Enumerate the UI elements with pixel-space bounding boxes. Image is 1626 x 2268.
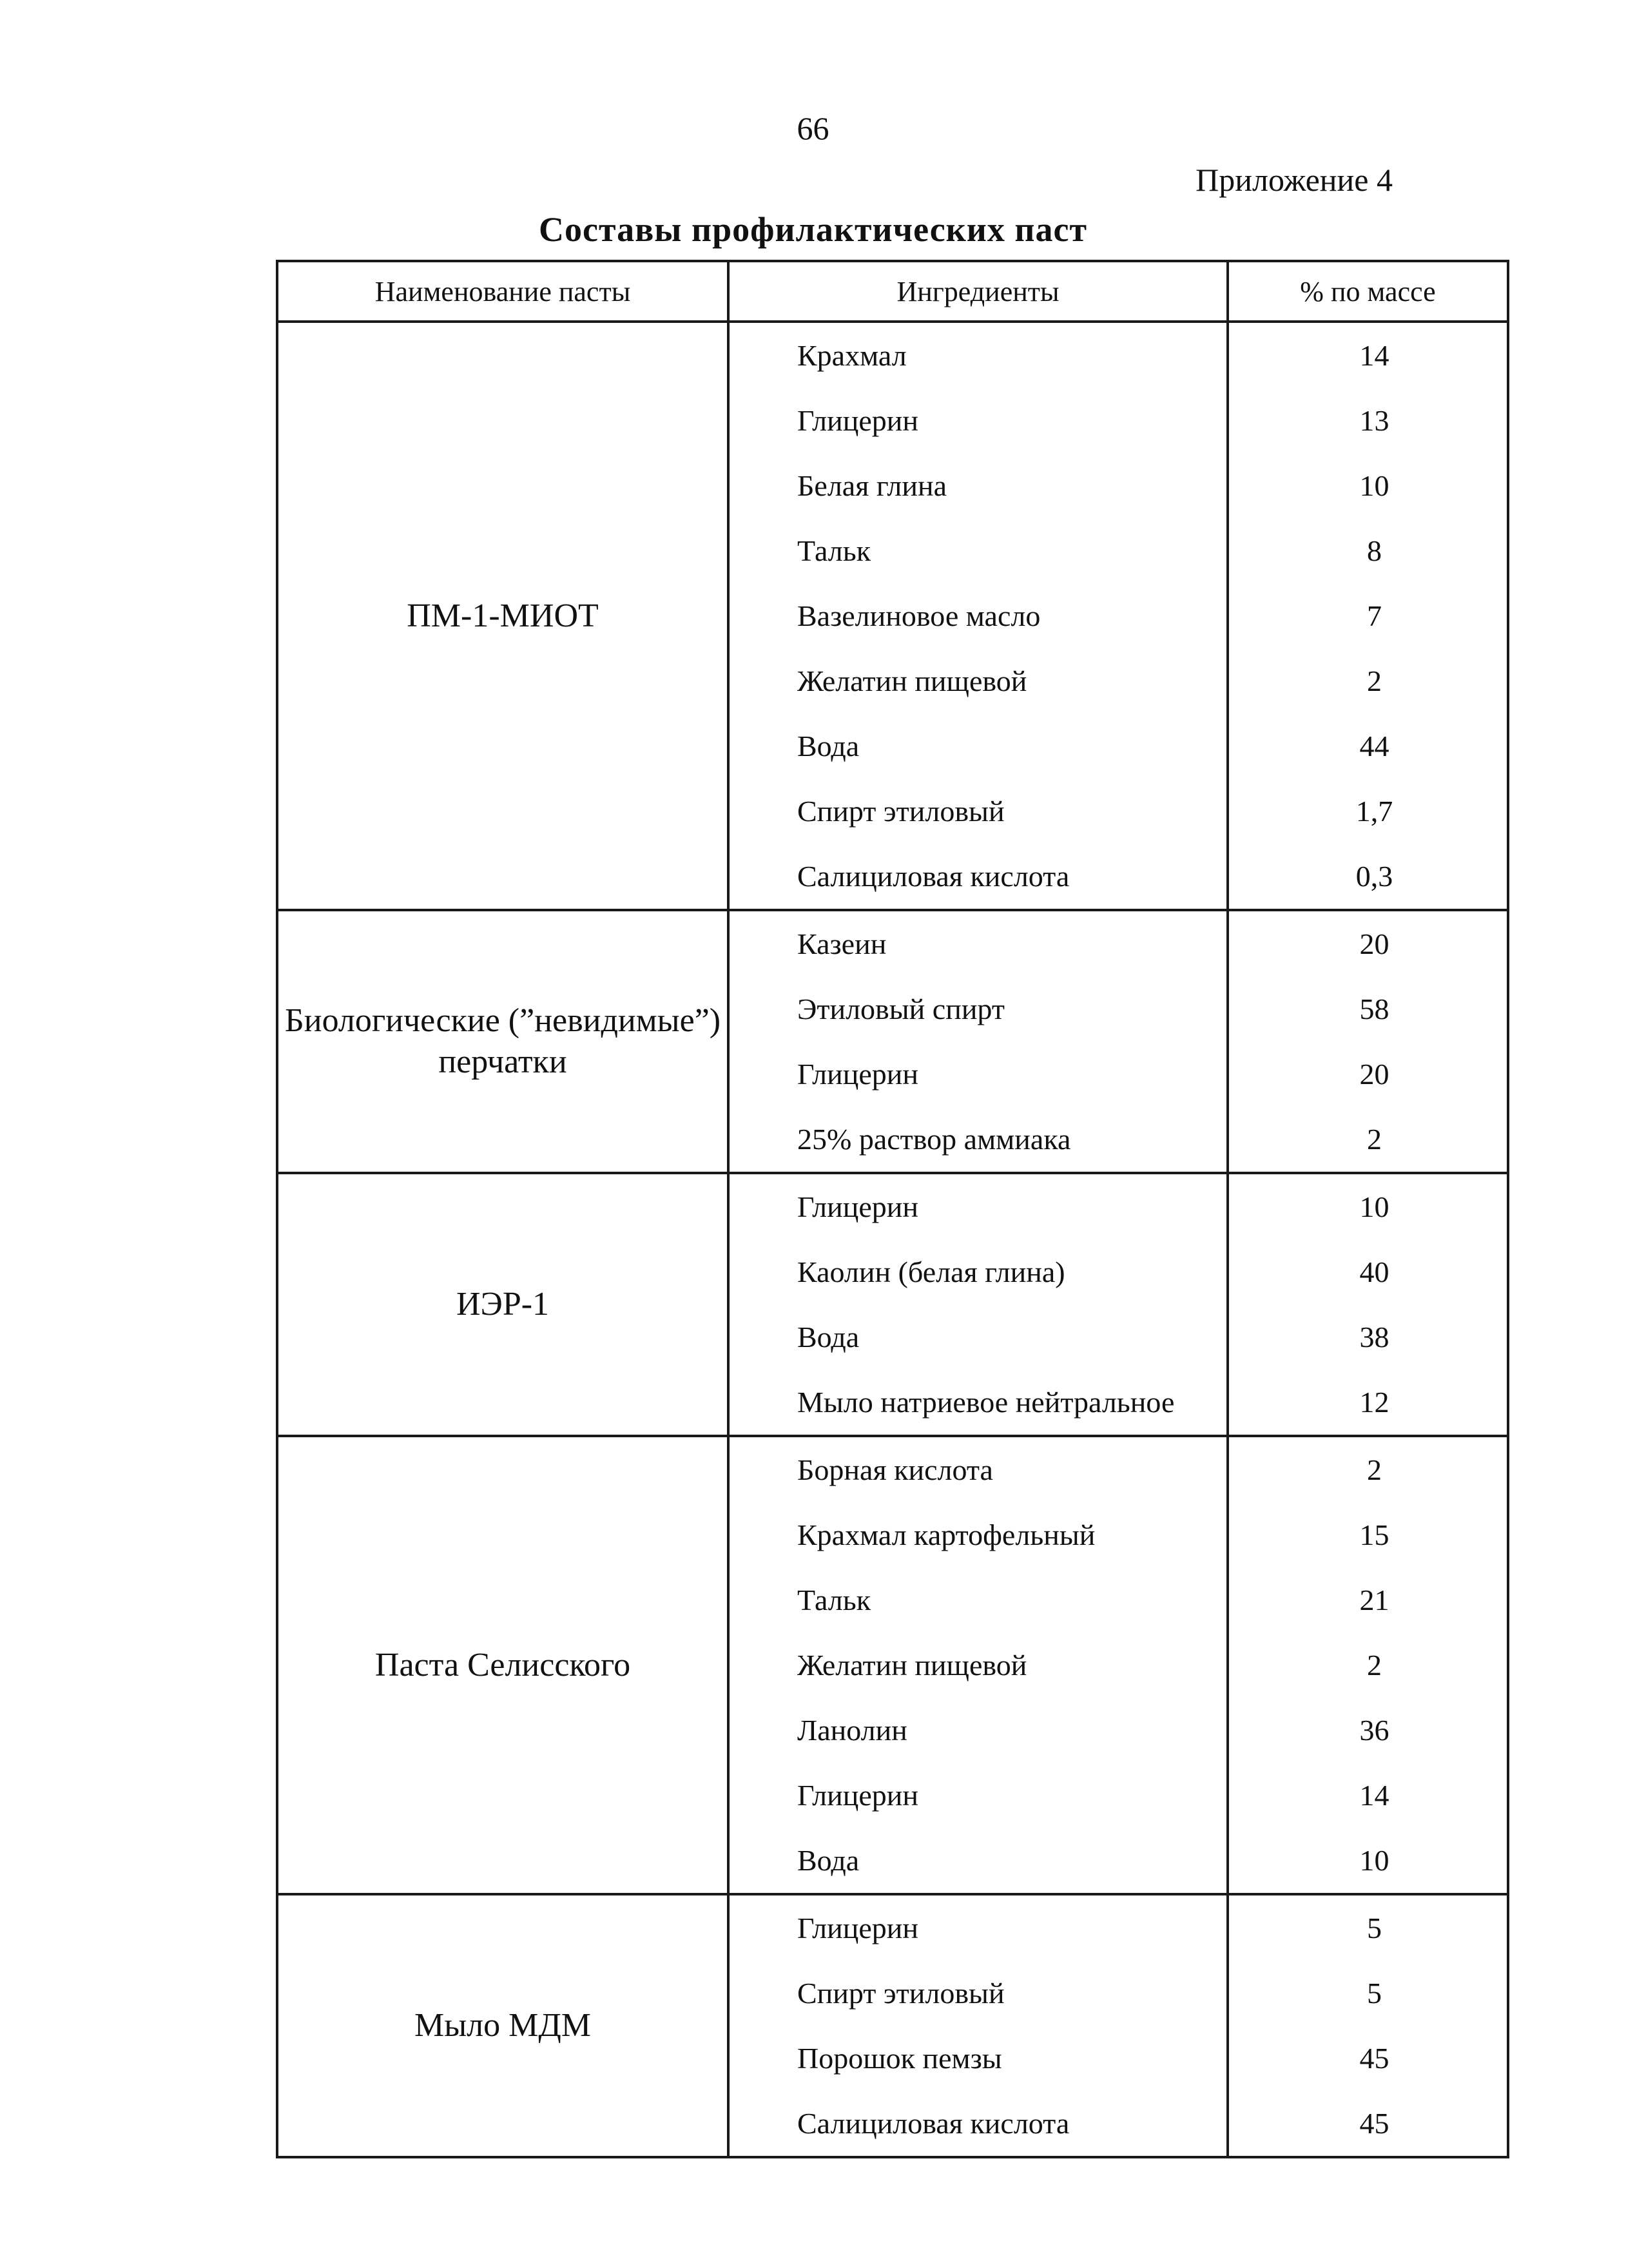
ingredient-percent: 14 xyxy=(1359,1779,1389,1812)
ingredient-name: Глицерин xyxy=(797,404,918,437)
ingredient-name: Спирт этиловый xyxy=(797,795,1005,828)
ingredient-percent: 12 xyxy=(1359,1386,1389,1419)
ingredient-percent: 20 xyxy=(1359,1058,1389,1090)
ingredients-cell xyxy=(728,322,1228,910)
ingredient-percent: 21 xyxy=(1359,1584,1389,1616)
ingredient-percent: 2 xyxy=(1367,1649,1382,1682)
table-header-row xyxy=(277,261,1508,322)
percent-cell xyxy=(1228,322,1508,910)
ingredient-percent: 38 xyxy=(1359,1321,1389,1353)
percent-cell xyxy=(1228,1894,1508,2157)
ingredient-name: Мыло натриевое нейтральное xyxy=(797,1386,1175,1419)
ingredient-name: Тальк xyxy=(797,534,871,567)
ingredient-name: Каолин (белая глина) xyxy=(797,1255,1065,1288)
ingredient-percent: 10 xyxy=(1359,1190,1389,1223)
ingredient-name: Этиловый спирт xyxy=(797,993,1005,1025)
table-row xyxy=(277,1894,1508,2157)
ingredient-percent: 2 xyxy=(1367,664,1382,697)
ingredient-percent: 2 xyxy=(1367,1453,1382,1486)
document-title: Составы профилактических паст xyxy=(538,210,1088,249)
ingredient-percent: 10 xyxy=(1359,469,1389,502)
ingredient-name: Глицерин xyxy=(797,1190,918,1223)
ingredient-percent: 36 xyxy=(1359,1714,1389,1747)
ingredient-name: Белая глина xyxy=(797,469,947,502)
ingredient-percent: 5 xyxy=(1367,1912,1382,1944)
ingredient-percent: 45 xyxy=(1359,2042,1389,2075)
ingredient-name: Тальк xyxy=(797,1584,871,1616)
table-row xyxy=(277,1173,1508,1436)
paste-name: ИЭР-1 xyxy=(277,1173,728,1436)
ingredient-name: 25% раствор аммиака xyxy=(797,1123,1071,1156)
ingredients-cell xyxy=(728,1436,1228,1894)
paste-composition-table xyxy=(276,260,1509,2158)
table-row xyxy=(277,1436,1508,1894)
ingredient-percent: 40 xyxy=(1359,1255,1389,1288)
ingredient-name: Казеин xyxy=(797,927,887,960)
ingredient-name: Крахмал xyxy=(797,339,907,372)
ingredient-percent: 45 xyxy=(1359,2107,1389,2140)
ingredient-name: Салициловая кислота xyxy=(797,860,1070,893)
header-paste-name: Наименование пасты xyxy=(277,261,728,322)
ingredient-percent: 20 xyxy=(1359,927,1389,960)
ingredients-cell xyxy=(728,1173,1228,1436)
ingredient-name: Ланолин xyxy=(797,1714,907,1747)
ingredient-percent: 2 xyxy=(1367,1123,1382,1156)
page-number: 66 xyxy=(797,110,829,146)
ingredient-percent: 13 xyxy=(1359,404,1389,437)
ingredient-name: Салициловая кислота xyxy=(797,2107,1070,2140)
ingredient-name: Вода xyxy=(797,730,860,762)
ingredient-name: Вода xyxy=(797,1321,860,1353)
paste-name: ПМ-1-МИОТ xyxy=(277,322,728,910)
ingredients-cell xyxy=(728,910,1228,1173)
ingredient-name: Глицерин xyxy=(797,1912,918,1944)
ingredient-percent: 7 xyxy=(1367,599,1382,632)
ingredient-name: Вода xyxy=(797,1844,860,1877)
ingredient-name: Глицерин xyxy=(797,1779,918,1812)
ingredient-percent: 10 xyxy=(1359,1844,1389,1877)
percent-cell xyxy=(1228,910,1508,1173)
table-row xyxy=(277,910,1508,1173)
ingredient-percent: 1,7 xyxy=(1355,795,1393,828)
ingredient-name: Желатин пищевой xyxy=(797,664,1027,697)
ingredient-percent: 44 xyxy=(1359,730,1389,762)
ingredient-name: Глицерин xyxy=(797,1058,918,1090)
percent-cell xyxy=(1228,1173,1508,1436)
appendix-label: Приложение 4 xyxy=(1195,162,1393,198)
header-ingredients: Ингредиенты xyxy=(728,261,1228,322)
ingredient-name: Крахмал картофельный xyxy=(797,1518,1096,1551)
ingredient-percent: 14 xyxy=(1359,339,1389,372)
ingredient-name: Борная кислота xyxy=(797,1453,993,1486)
ingredient-name: Вазелиновое масло xyxy=(797,599,1041,632)
ingredient-percent: 0,3 xyxy=(1355,860,1393,893)
table-row xyxy=(277,322,1508,910)
paste-name: Биологические (”невидимые”) перчатки xyxy=(277,910,728,1173)
paste-name: Паста Селисского xyxy=(277,1436,728,1894)
ingredient-percent: 8 xyxy=(1367,534,1382,567)
header-mass-percent: % по массе xyxy=(1228,261,1508,322)
table-body xyxy=(277,322,1508,2157)
percent-cell xyxy=(1228,1436,1508,1894)
paste-name: Мыло МДМ xyxy=(277,1894,728,2157)
ingredient-name: Порошок пемзы xyxy=(797,2042,1002,2075)
ingredients-cell xyxy=(728,1894,1228,2157)
ingredient-percent: 5 xyxy=(1367,1977,1382,2010)
ingredient-name: Желатин пищевой xyxy=(797,1649,1027,1682)
ingredient-percent: 58 xyxy=(1359,993,1389,1025)
ingredient-name: Спирт этиловый xyxy=(797,1977,1005,2010)
ingredient-percent: 15 xyxy=(1359,1518,1389,1551)
